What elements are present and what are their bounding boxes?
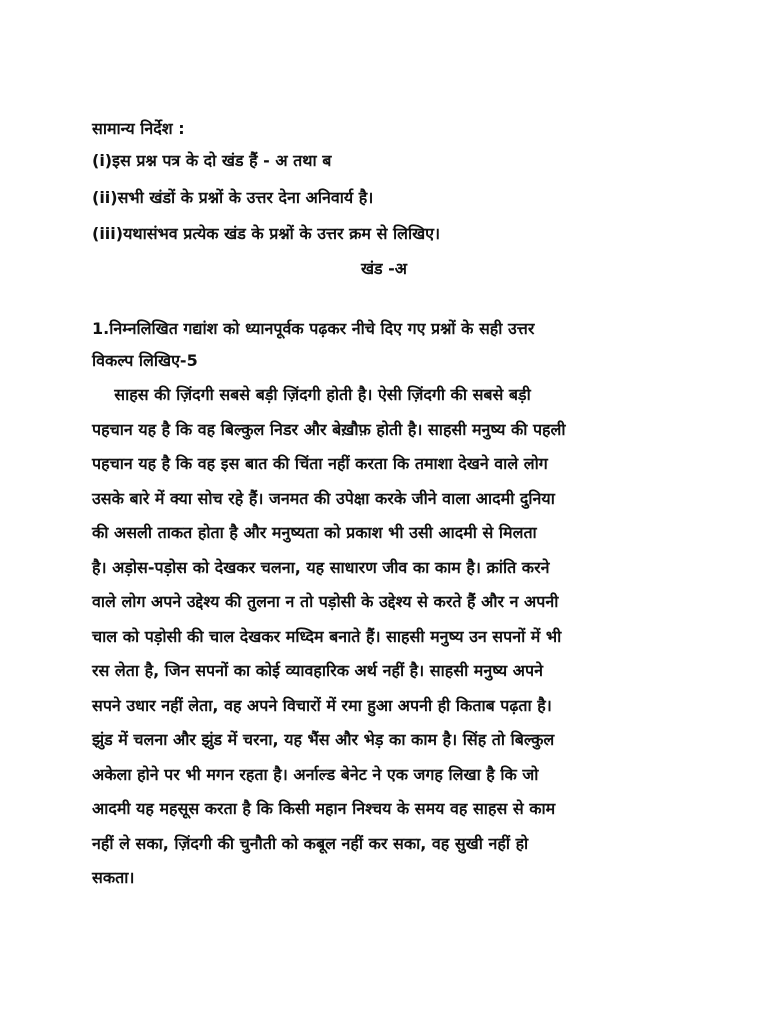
passage	[92, 378, 692, 896]
passage-line: सकता।	[92, 868, 135, 887]
passage-line: झुंड में चलना और झुंड में चरना, यह भैंस और भेड़ का काम है। सिंह तो बिल्कुल	[92, 730, 555, 749]
passage-line: आदमी यह महसूस करता है कि किसी महान निश्चय के समय वह साहस से काम	[92, 799, 556, 818]
instructions-heading: सामान्य निर्देश :	[92, 119, 185, 138]
question-line-1: 1.निम्नलिखित गद्यांश को ध्यानपूर्वक पढ़कर नीचे दिए गए प्रश्नों के सही उत्तर	[92, 319, 535, 338]
passage-line: अकेला होने पर भी मगन रहता है। अर्नाल्ड बेनेट ने एक जगह लिखा है कि जो	[92, 764, 539, 784]
passage-line: रस लेता है, जिन सपनों का कोई व्यावहारिक अर्थ नहीं है। साहसी मनुष्य अपने	[92, 661, 543, 680]
passage-line: साहस की ज़िंदगी सबसे बड़ी ज़िंदगी होती है। ऐसी ज़िंदगी की सबसे बड़ी	[92, 385, 531, 404]
passage-line: की असली ताकत होता है और मनुष्यता को प्रकाश भी उसी आदमी से मिलता	[92, 523, 537, 542]
passage-line: है। अड़ोस-पड़ोस को देखकर चलना, यह साधारण जीव का काम है। क्रांति करने	[92, 557, 550, 577]
passage-line: चाल को पड़ोसी की चाल देखकर मध्दिम बनाते हैं। साहसी मनुष्य उन सपनों में भी	[92, 626, 562, 646]
question-line-2: विकल्प लिखिए-5	[92, 351, 198, 370]
passage-line: उसके बारे में क्या सोच रहे हैं। जनमत की उपेक्षा करके जीने वाला आदमी दुनिया	[92, 488, 555, 508]
passage-line: वाले लोग अपने उद्देश्य की तुलना न तो पड़ोसी के उद्देश्य से करते हैं और न अपनी	[92, 592, 559, 611]
instruction-item-3: (iii)यथासंभव प्रत्येक खंड के प्रश्नों के उत्तर क्रम से लिखिए।	[92, 224, 441, 243]
passage-line: पहचान यह है कि वह बिल्कुल निडर और बेख़ौफ़ होती है। साहसी मनुष्य की पहली	[92, 419, 566, 439]
instruction-item-1: (i)इस प्रश्न पत्र के दो खंड हैं - अ तथा ब	[92, 151, 332, 170]
instruction-item-2: (ii)सभी खंडों के प्रश्नों के उत्तर देना अनिवार्य है।	[92, 188, 374, 207]
passage-line: नहीं ले सका, ज़िंदगी की चुनौती को कबूल नहीं कर सका, वह सुखी नहीं हो	[92, 833, 529, 853]
passage-line: सपने उधार नहीं लेता, वह अपने विचारों में रमा हुआ अपनी ही किताब पढ़ता है।	[92, 695, 552, 715]
passage-line: पहचान यह है कि वह इस बात की चिंता नहीं करता कि तमाशा देखने वाले लोग	[92, 454, 548, 473]
section-title: खंड -अ	[360, 259, 408, 278]
